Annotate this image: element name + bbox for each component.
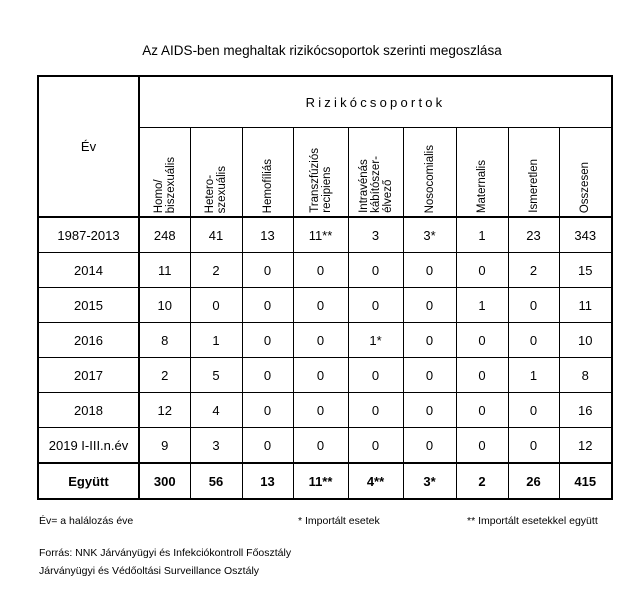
value-cell: 0 <box>403 323 456 358</box>
year-cell: 2015 <box>38 288 139 323</box>
value-cell: 11 <box>139 253 190 288</box>
value-cell: 415 <box>559 463 612 499</box>
source-line-2: Járványügyi és Védőoltási Surveillance Osztály <box>39 565 260 577</box>
value-cell: 0 <box>403 288 456 323</box>
column-header-label: Összesen <box>579 161 592 213</box>
value-cell: 12 <box>139 393 190 428</box>
column-header <box>190 128 242 218</box>
risk-groups-header: Rizikócsoportok <box>139 76 612 128</box>
value-cell: 3* <box>403 217 456 253</box>
value-cell: 1 <box>456 288 508 323</box>
value-cell: 3 <box>190 428 242 464</box>
table-row <box>38 253 612 288</box>
imported-note: * Importált esetek <box>298 515 380 527</box>
value-cell: 0 <box>456 393 508 428</box>
column-header-label: Hemofíliás <box>261 158 274 213</box>
column-header <box>293 128 348 218</box>
column-header <box>348 128 403 218</box>
table-row <box>38 463 612 499</box>
column-header <box>139 128 190 218</box>
value-cell: 12 <box>559 428 612 464</box>
value-cell: 2 <box>508 253 559 288</box>
value-cell: 0 <box>293 323 348 358</box>
year-cell: 2018 <box>38 393 139 428</box>
value-cell: 0 <box>456 323 508 358</box>
value-cell: 23 <box>508 217 559 253</box>
year-column-header: Év <box>38 76 139 217</box>
column-header-label: Transzfúziós recipiens <box>308 148 333 213</box>
value-cell: 5 <box>190 358 242 393</box>
value-cell: 1 <box>508 358 559 393</box>
year-cell: 2016 <box>38 323 139 358</box>
value-cell: 1 <box>456 217 508 253</box>
value-cell: 0 <box>348 253 403 288</box>
column-header-label: Maternalis <box>476 159 488 213</box>
value-cell: 300 <box>139 463 190 499</box>
column-header-label: Hetero- szexuális <box>204 165 228 213</box>
year-cell: 2014 <box>38 253 139 288</box>
table-row <box>38 358 612 393</box>
value-cell: 0 <box>242 358 293 393</box>
table-row <box>38 288 612 323</box>
value-cell: 0 <box>508 323 559 358</box>
value-cell: 13 <box>242 217 293 253</box>
value-cell: 4 <box>190 393 242 428</box>
value-cell: 0 <box>293 288 348 323</box>
value-cell: 2 <box>456 463 508 499</box>
source-line-1: Forrás: NNK Járványügyi és Infekciókontroll Főosztály <box>39 547 292 559</box>
value-cell: 343 <box>559 217 612 253</box>
value-cell: 0 <box>293 253 348 288</box>
value-cell: 9 <box>139 428 190 464</box>
value-cell: 0 <box>242 323 293 358</box>
value-cell: 1* <box>348 323 403 358</box>
value-cell: 2 <box>190 253 242 288</box>
table-row <box>38 217 612 253</box>
column-header <box>403 128 456 218</box>
value-cell: 11 <box>559 288 612 323</box>
value-cell: 0 <box>456 428 508 464</box>
value-cell: 0 <box>293 428 348 464</box>
value-cell: 3 <box>348 217 403 253</box>
value-cell: 0 <box>348 393 403 428</box>
value-cell: 0 <box>190 288 242 323</box>
value-cell: 15 <box>559 253 612 288</box>
year-cell: 1987-2013 <box>38 217 139 253</box>
value-cell: 0 <box>403 393 456 428</box>
value-cell: 11** <box>293 463 348 499</box>
value-cell: 0 <box>508 393 559 428</box>
value-cell: 10 <box>139 288 190 323</box>
value-cell: 8 <box>139 323 190 358</box>
table-body <box>38 217 612 499</box>
value-cell: 1 <box>190 323 242 358</box>
value-cell: 0 <box>348 288 403 323</box>
column-header <box>508 128 559 218</box>
value-cell: 0 <box>293 393 348 428</box>
risk-group-table <box>37 75 613 500</box>
year-cell: 2017 <box>38 358 139 393</box>
value-cell: 16 <box>559 393 612 428</box>
year-cell: 2019 I-III.n.év <box>38 428 139 464</box>
value-cell: 0 <box>242 288 293 323</box>
value-cell: 0 <box>242 428 293 464</box>
value-cell: 0 <box>242 393 293 428</box>
with-imported-note: ** Importált esetekkel együtt <box>467 515 598 527</box>
column-header <box>242 128 293 218</box>
value-cell: 0 <box>348 428 403 464</box>
value-cell: 0 <box>508 288 559 323</box>
column-header-label: Homo/ biszexuális <box>152 156 177 213</box>
year-cell: Együtt <box>38 463 139 499</box>
value-cell: 248 <box>139 217 190 253</box>
value-cell: 26 <box>508 463 559 499</box>
value-cell: 41 <box>190 217 242 253</box>
value-cell: 0 <box>456 253 508 288</box>
value-cell: 3* <box>403 463 456 499</box>
value-cell: 0 <box>403 358 456 393</box>
value-cell: 0 <box>456 358 508 393</box>
column-header-label: Ismeretlen <box>527 159 540 213</box>
value-cell: 4** <box>348 463 403 499</box>
value-cell: 0 <box>403 428 456 464</box>
value-cell: 0 <box>242 253 293 288</box>
column-header <box>559 128 612 218</box>
value-cell: 0 <box>508 428 559 464</box>
column-header-label: Nosocomialis <box>423 144 436 213</box>
value-cell: 11** <box>293 217 348 253</box>
value-cell: 0 <box>293 358 348 393</box>
value-cell: 13 <box>242 463 293 499</box>
value-cell: 56 <box>190 463 242 499</box>
value-cell: 0 <box>403 253 456 288</box>
value-cell: 8 <box>559 358 612 393</box>
value-cell: 2 <box>139 358 190 393</box>
table-title: Az AIDS-ben meghaltak rizikócsoportok szerinti megoszlása <box>142 43 502 58</box>
table-row <box>38 393 612 428</box>
table-row <box>38 323 612 358</box>
column-header <box>456 128 508 218</box>
value-cell: 0 <box>348 358 403 393</box>
table-row <box>38 428 612 464</box>
value-cell: 10 <box>559 323 612 358</box>
year-note: Év= a halálozás éve <box>39 515 134 527</box>
column-header-label: Intravénás kábítószer- élvező <box>357 156 394 213</box>
